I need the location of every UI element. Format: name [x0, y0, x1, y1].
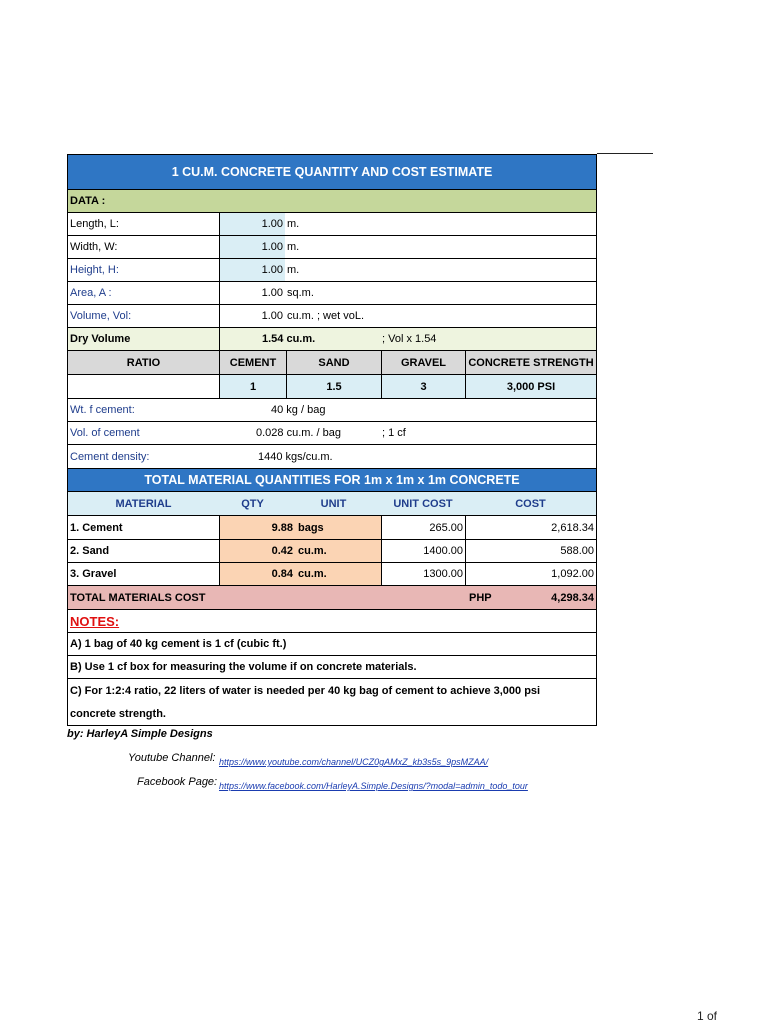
unit-cost-heading: UNIT COST [393, 497, 453, 510]
cement-heading: CEMENT [219, 351, 286, 374]
totals-title-row [68, 469, 596, 492]
quantity-cell [219, 516, 381, 539]
area-value: 1.00 [219, 282, 285, 304]
ratio-values-row [68, 375, 596, 399]
note-text: B) Use 1 cf box for measuring the volume if on concrete materials. [70, 661, 417, 673]
estimate-sheet [67, 154, 597, 726]
total-value: 4,298.34 [551, 591, 594, 604]
note-row [68, 656, 596, 679]
quantity-unit: bags [298, 521, 324, 534]
area-unit: sq.m. [287, 287, 314, 299]
material-row [68, 540, 596, 563]
vol-cement-row [68, 422, 596, 445]
qty-heading: QTY [241, 497, 264, 510]
unit-cost-value: 265.00 [381, 516, 465, 539]
cement-density-row [68, 445, 596, 469]
cost-heading: COST [515, 497, 546, 510]
quantity-value: 0.42 [271, 545, 293, 557]
note-text: concrete strength. [70, 707, 166, 720]
sand-heading: SAND [286, 351, 381, 374]
totals-title: TOTAL MATERIAL QUANTITIES FOR 1m x 1m x 1m CONCRETE [144, 473, 520, 487]
quantity-unit: cu.m. [298, 545, 327, 557]
vol-cement-note: ; 1 cf [382, 427, 406, 439]
area-row [68, 282, 596, 305]
material-name: 2. Sand [70, 545, 110, 557]
quantity-value: 9.88 [271, 521, 293, 534]
length-row [68, 213, 596, 236]
cement-ratio: 1 [219, 375, 286, 398]
unit-cost-value: 1400.00 [381, 540, 465, 562]
page-rule [597, 153, 653, 154]
height-label: Height, H: [70, 264, 119, 276]
sheet-title: 1 CU.M. CONCRETE QUANTITY AND COST ESTIMATE [171, 165, 493, 179]
facebook-link[interactable]: https://www.facebook.com/HarleyA.Simple.Designs/?modal=admin_todo_tour [219, 781, 528, 791]
unit-cost-value: 1300.00 [381, 563, 465, 585]
youtube-label: Youtube Channel: [128, 752, 216, 764]
height-unit: m. [287, 264, 300, 276]
note-row [68, 633, 596, 656]
volume-label: Volume, Vol: [70, 310, 132, 322]
volume-row [68, 305, 596, 328]
material-row [68, 516, 596, 540]
quantity-cell [219, 563, 381, 585]
vol-cement-value: 0.028 cu.m. / bag [256, 427, 341, 439]
vol-cement-label: Vol. of cement [70, 427, 140, 439]
length-unit: m. [287, 218, 300, 230]
wt-cement-label: Wt. f cement: [70, 404, 135, 416]
wt-cement-value: 40 kg / bag [271, 404, 326, 416]
cement-density-label: Cement density: [70, 450, 150, 463]
data-label: DATA : [70, 195, 106, 207]
notes-header-row [68, 610, 596, 633]
width-value: 1.00 [219, 236, 285, 258]
facebook-label: Facebook Page: [137, 776, 218, 788]
dry-volume-row [68, 328, 596, 351]
cost-value: 588.00 [465, 540, 596, 562]
dry-volume-label: Dry Volume [70, 333, 131, 345]
cement-density-value: 1440 kgs/cu.m. [258, 450, 333, 463]
gravel-ratio: 3 [381, 375, 465, 398]
data-header-row [68, 190, 596, 213]
total-label: TOTAL MATERIALS COST [70, 591, 206, 604]
note-text: A) 1 bag of 40 kg cement is 1 cf (cubic ft.) [70, 638, 287, 650]
total-currency: PHP [469, 591, 492, 604]
dry-volume-note: ; Vol x 1.54 [382, 333, 437, 345]
width-label: Width, W: [70, 241, 118, 253]
volume-value: 1.00 [219, 305, 285, 327]
quantity-unit: cu.m. [298, 568, 327, 580]
cost-value: 2,618.34 [465, 516, 596, 539]
material-name: 1. Cement [70, 521, 123, 534]
length-label: Length, L: [70, 218, 119, 230]
unit-heading: UNIT [320, 497, 347, 510]
author-credit: by: HarleyA Simple Designs [67, 728, 213, 740]
material-heading: MATERIAL [115, 497, 172, 510]
volume-unit: cu.m. ; wet voL. [287, 310, 365, 322]
strength-heading: CONCRETE STRENGTH [465, 351, 596, 374]
note-row [68, 679, 596, 702]
cost-value: 1,092.00 [465, 563, 596, 585]
material-row [68, 563, 596, 586]
total-row [68, 586, 596, 610]
width-unit: m. [287, 241, 300, 253]
area-label: Area, A : [70, 287, 112, 299]
materials-header-row [68, 492, 596, 516]
note-row [68, 702, 596, 725]
ratio-heading: RATIO [126, 356, 161, 369]
length-value: 1.00 [219, 213, 285, 235]
gravel-heading: GRAVEL [381, 351, 465, 374]
sand-ratio: 1.5 [286, 375, 381, 398]
notes-label: NOTES: [70, 613, 120, 629]
quantity-cell [219, 540, 381, 562]
youtube-link[interactable]: https://www.youtube.com/channel/UCZ0gAMxZ_kb3s5s_9psMZAA/ [219, 757, 489, 767]
title-row [68, 155, 596, 190]
material-name: 3. Gravel [70, 568, 117, 580]
page-number: 1 of [697, 1009, 718, 1023]
height-row [68, 259, 596, 282]
quantity-value: 0.84 [271, 568, 293, 580]
wt-cement-row [68, 399, 596, 422]
height-value: 1.00 [219, 259, 285, 281]
width-row [68, 236, 596, 259]
strength-value: 3,000 PSI [465, 375, 596, 398]
ratio-header-row [68, 351, 596, 375]
note-text: C) For 1:2:4 ratio, 22 liters of water is needed per 40 kg bag of cement to achieve 3,000 psi [70, 684, 541, 697]
dry-volume-value: 1.54 cu.m. [219, 328, 379, 350]
